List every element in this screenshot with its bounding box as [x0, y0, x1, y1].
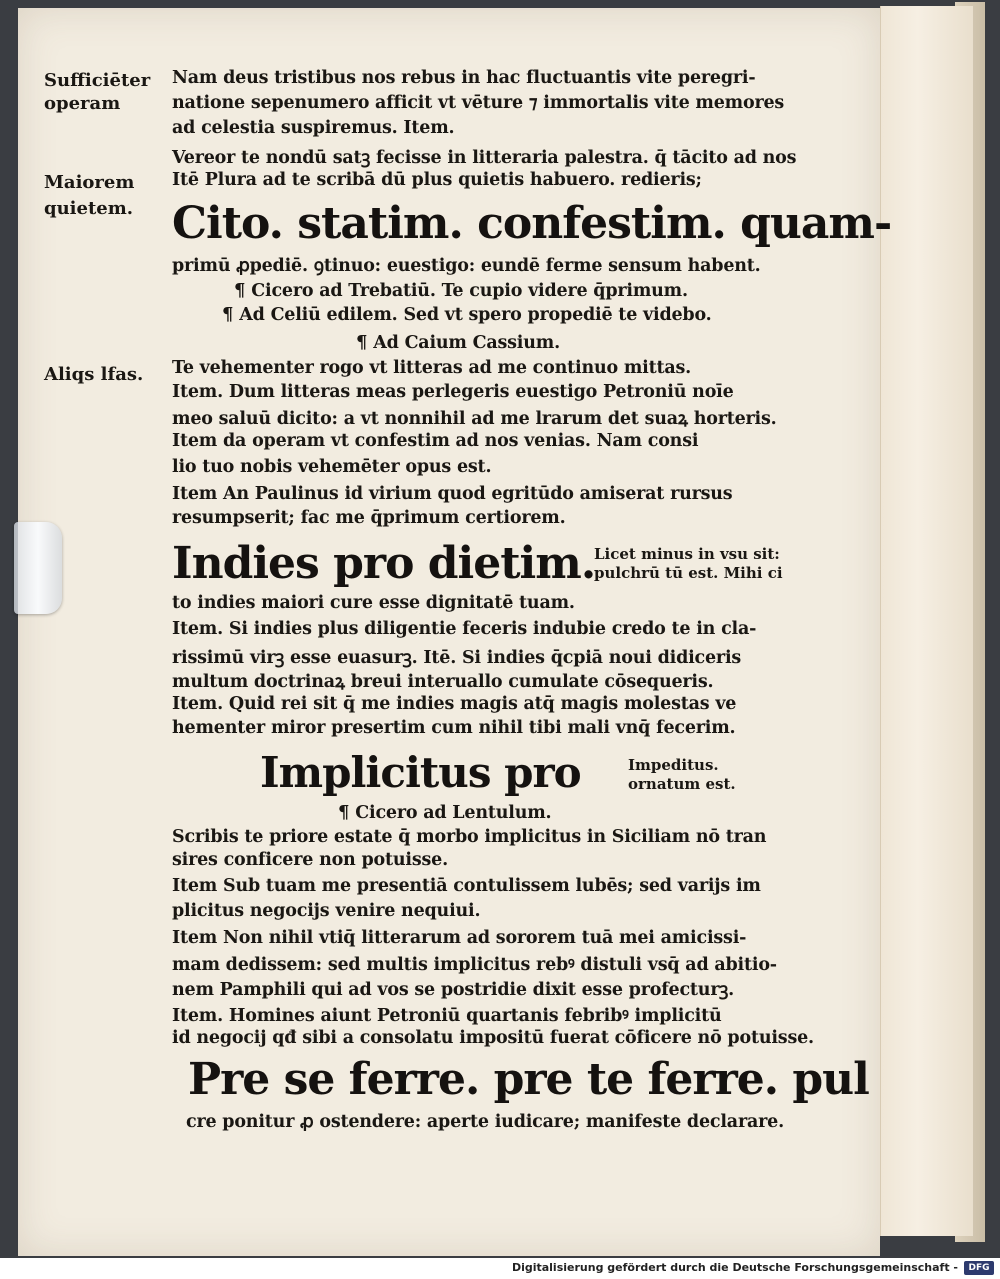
citation-text: Cicero ad Lentulum.: [355, 803, 552, 823]
text-line: plicitus negocijs venire nequiui.: [172, 901, 481, 921]
pilcrow-icon: ¶: [356, 332, 368, 353]
text-line: natione sepenumero afficit vt vēture ⁊ immortalis vite memores: [172, 93, 785, 113]
heading-indies-note: Licet minus in vsu sit:: [594, 545, 780, 563]
heading-pre-se-ferre: Pre se ferre. pre te ferre. pul: [188, 1054, 869, 1105]
text-line: hementer miror presertim cum nihil tibi mali vnq̄ fecerim.: [172, 718, 736, 738]
margin-note: operam: [44, 93, 121, 114]
text-line: Item. Dum litteras meas perlegeris euestigo Petroniū noīe: [172, 382, 734, 402]
text-line: resumpserit; fac me q̄primum certiorem.: [172, 508, 566, 528]
heading-indies-note: pulchrū tū est. Mihi ci: [594, 564, 783, 582]
text-line: ad celestia suspiremus. Item.: [172, 118, 455, 138]
text-line: cre ponitur ꝓ ostendere: aperte iudicare; manifeste declarare.: [186, 1112, 784, 1132]
text-line: id negocij qđ sibi a consolatu impositū fuerat cōficere nō potuisse.: [172, 1028, 814, 1048]
pilcrow-icon: ¶: [222, 304, 234, 325]
margin-note: Aliqs lfas.: [44, 364, 144, 385]
text-line: lio tuo nobis vehemēter opus est.: [172, 457, 492, 477]
text-line: Item. Homines aiunt Petroniū quartanis febribꝰ implicitū: [172, 1006, 722, 1026]
next-page-edge: [880, 6, 973, 1236]
citation-line: [338, 802, 551, 823]
pilcrow-icon: ¶: [234, 280, 246, 301]
dfg-logo: DFG: [964, 1261, 994, 1275]
text-line: Te vehementer rogo vt litteras ad me continuo mittas.: [172, 358, 692, 378]
citation-text: Ad Caium Cassium.: [373, 333, 560, 353]
margin-note: Maiorem: [44, 172, 135, 193]
text-line: Vereor te nondū satꝫ fecisse in litteraria palestra. q̄ tācito ad nos: [172, 148, 797, 168]
page-clip: [14, 522, 62, 614]
heading-indies: Indies pro dietim.: [172, 538, 596, 589]
text-line: Item Non nihil vtiq̄ litterarum ad sororem tuā mei amicissi-: [172, 928, 747, 948]
citation-text: Cicero ad Trebatiū. Te cupio videre q̄primum.: [251, 281, 688, 301]
text-line: Item. Si indies plus diligentie feceris indubie credo te in cla-: [172, 619, 757, 639]
funding-notice: Digitalisierung gefördert durch die Deutsche Forschungsgemeinschaft -: [511, 1261, 958, 1274]
heading-implicitus-note: Impeditus.: [628, 756, 719, 774]
heading-cito: Cito. statim. confestim. quam-: [172, 198, 892, 249]
citation-line: [222, 304, 712, 325]
text-line: primū ꝓpediē. ꝯtinuo: euestigo: eundē ferme sensum habent.: [172, 256, 761, 276]
citation-line: [356, 332, 560, 353]
footer-bar: [0, 1258, 1000, 1279]
heading-implicitus: Implicitus pro: [260, 748, 581, 797]
text-line: Item. Quid rei sit q̄ me indies magis atq̄ magis molestas ve: [172, 694, 737, 714]
margin-note: Sufficiēter: [44, 70, 151, 91]
text-line: rissimū virꝫ esse euasurꝫ. Itē. Si indies q̄cpiā noui didiceris: [172, 648, 742, 668]
text-line: Nam deus tristibus nos rebus in hac fluctuantis vite peregri-: [172, 68, 756, 88]
text-line: meo saluū dicito: a vt nonnihil ad me lrarum det suaꝝ horteris.: [172, 409, 777, 429]
text-line: mam dedissem: sed multis implicitus rebꝰ distuli vsq̄ ad abitio-: [172, 955, 777, 975]
text-line: multum doctrinaꝝ breui interuallo cumulate cōsequeris.: [172, 672, 714, 692]
text-line: Item Sub tuam me presentiā contulissem lubēs; sed varijs im: [172, 876, 761, 896]
text-line: Item An Paulinus id virium quod egritūdo amiserat rursus: [172, 484, 733, 504]
text-line: nem Pamphili qui ad vos se postridie dixit esse profecturꝫ.: [172, 980, 734, 1000]
text-line: Scribis te priore estate q̄ morbo implicitus in Siciliam nō tran: [172, 827, 767, 847]
text-line: to indies maiori cure esse dignitatē tuam.: [172, 593, 575, 613]
pilcrow-icon: ¶: [338, 802, 350, 823]
text-line: Item da operam vt confestim ad nos venias. Nam consi: [172, 431, 699, 451]
text-line: Itē Plura ad te scribā dū plus quietis habuero. redieris;: [172, 170, 702, 190]
citation-text: Ad Celiū edilem. Sed vt spero propediē te videbo.: [239, 305, 712, 325]
text-line: sires conficere non potuisse.: [172, 850, 448, 870]
citation-line: [234, 280, 688, 301]
heading-implicitus-note: ornatum est.: [628, 775, 736, 793]
margin-note: quietem.: [44, 198, 134, 219]
